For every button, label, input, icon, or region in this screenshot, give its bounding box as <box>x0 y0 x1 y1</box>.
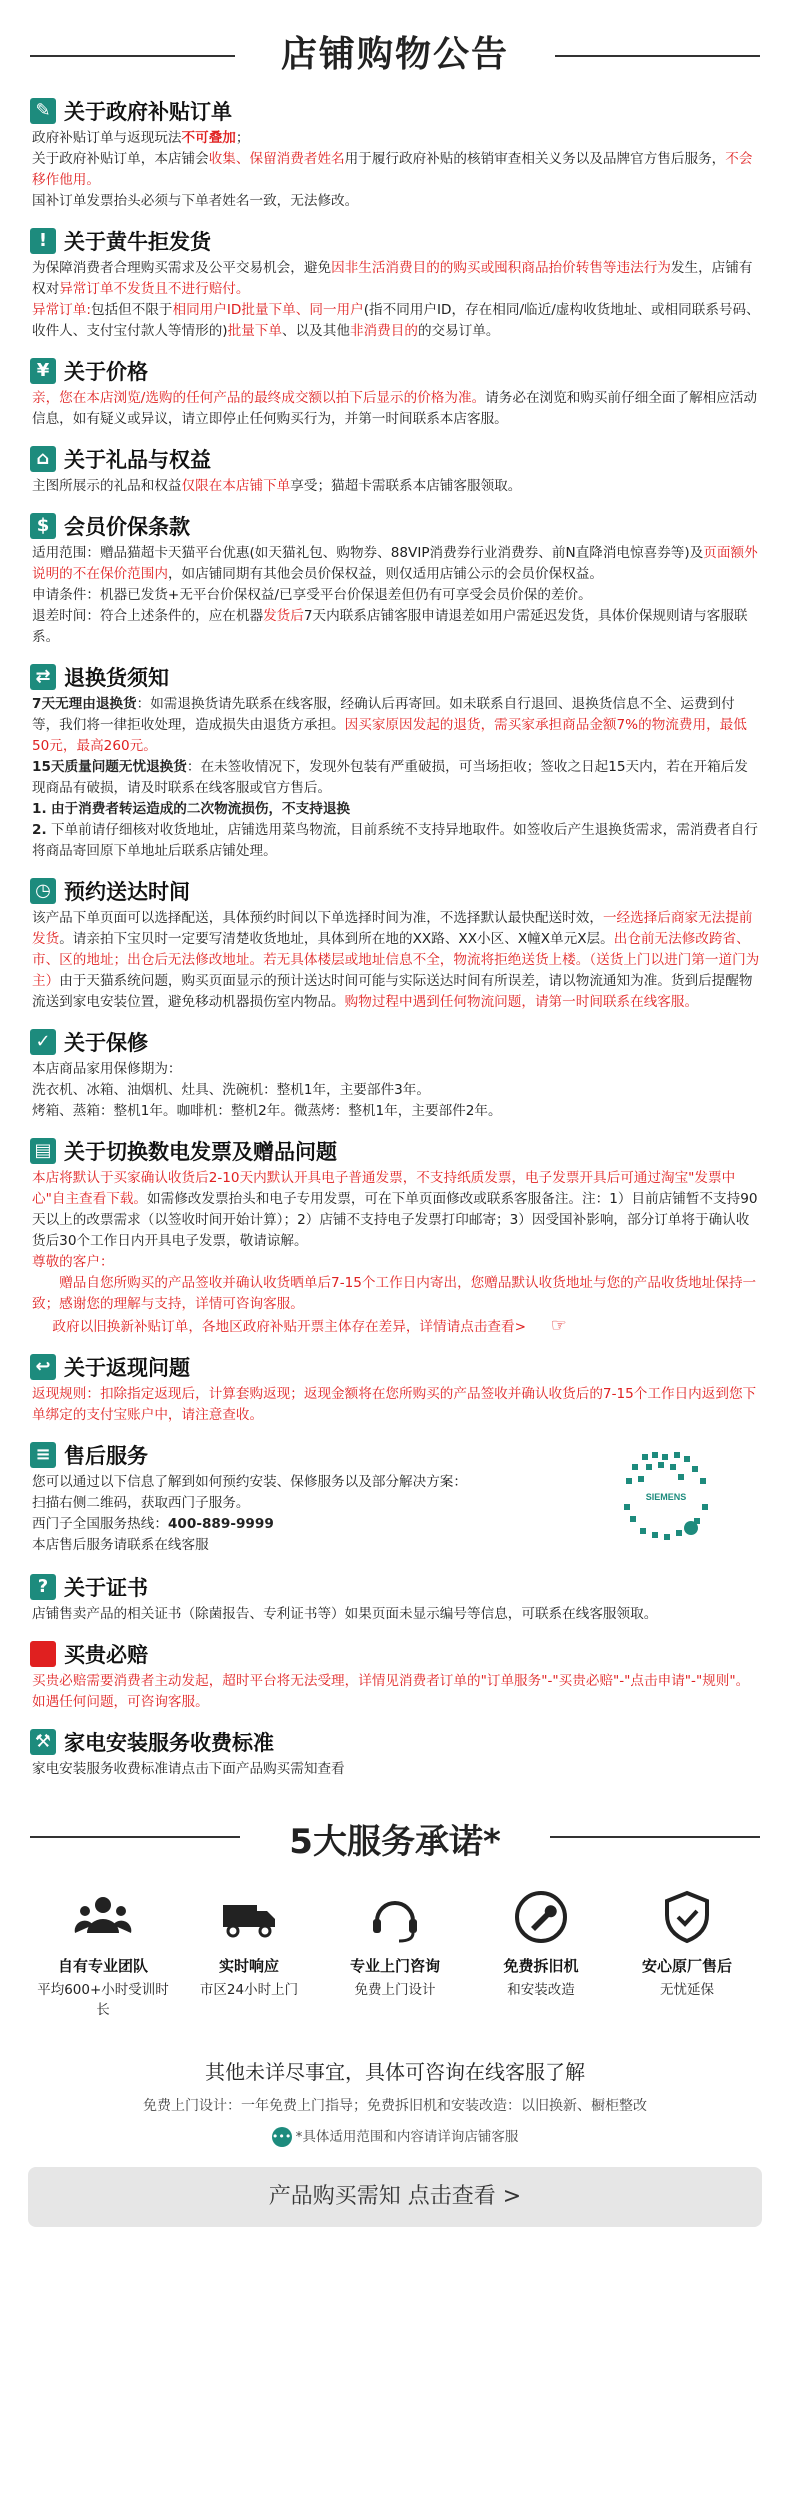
text-line: 为保障消费者合理购买需求及公平交易机会，避免因非生活消费目的的购买或囤积商品抬价转售等违法行为发生，店铺有权对异常订单不发货且不进行赔付。 <box>32 260 753 297</box>
section-price <box>30 354 760 430</box>
section-install-fees <box>30 1725 760 1780</box>
section-certificates <box>30 1570 760 1625</box>
text-line: 国补订单发票抬头必须与下单者姓名一致，无法修改。 <box>32 193 359 209</box>
warning-icon: ! <box>30 228 56 254</box>
pledge-list <box>30 1887 760 2018</box>
truck-icon <box>219 1887 279 1947</box>
text-line: 主图所展示的礼品和权益仅限在本店铺下单享受；猫超卡需联系本店铺客服领取。 <box>32 478 522 494</box>
hotline: 西门子全国服务热线：400-889-9999 <box>32 1516 274 1532</box>
section-delivery <box>30 874 760 1013</box>
ticket-icon: ▭ <box>30 1641 56 1667</box>
install-icon: ⚒ <box>30 1729 56 1755</box>
section-returns <box>30 660 760 862</box>
section-title: 关于证书 <box>64 1576 148 1600</box>
pledge-item: 专业上门咨询 免费上门设计 <box>325 1887 465 2018</box>
text-line: 本店售后服务请联系在线客服 <box>32 1537 209 1553</box>
text-line: 烤箱、蒸箱：整机1年。咖啡机：整机2年。微蒸烤：整机1年，主要部件2年。 <box>32 1103 502 1119</box>
section-warranty <box>30 1025 760 1122</box>
return-arrow-icon: ↩ <box>30 1354 56 1380</box>
pledge-item: 安心原厂售后 无忧延保 <box>617 1887 757 2018</box>
section-price-protection <box>30 509 760 648</box>
text-line: 洗衣机、冰箱、油烟机、灶具、洗碗机：整机1年，主要部件3年。 <box>32 1082 430 1098</box>
page-title: 店铺购物公告 <box>280 34 509 75</box>
team-icon <box>73 1887 133 1947</box>
section-gifts <box>30 442 760 497</box>
text-line: 店铺售卖产品的相关证书（除菌报告、专利证书等）如果页面未显示编号等信息，可联系在线客服领取。 <box>32 1606 658 1622</box>
text-line: 异常订单:包括但不限于相同用户ID批量下单、同一用户(指不同用户ID，存在相同/临近/虚构收货地址、或相同联系号码、收件人、支付宝付款人等情形的)批量下单、以及其他非消费目的的交易订单。 <box>32 302 760 339</box>
section-gov-subsidy <box>30 94 760 212</box>
text-line: 政府补贴订单与返现玩法不可叠加； <box>32 130 250 146</box>
wrench-icon: ✓ <box>30 1029 56 1055</box>
section-title: 关于政府补贴订单 <box>64 100 232 124</box>
text-line: 关于政府补贴订单，本店铺会收集、保留消费者姓名用于履行政府补贴的核销审查相关义务以及品牌官方售后服务，不会移作他用。 <box>32 151 753 188</box>
shield-icon <box>657 1887 717 1947</box>
clock-icon: ◷ <box>30 878 56 904</box>
section-price-guarantee <box>30 1637 760 1713</box>
text-line: 本店商品家用保修期为： <box>32 1061 182 1077</box>
page-header <box>30 26 760 84</box>
text-line: 该产品下单页面可以选择配送，具体预约时间以下单选择时间为准，不选择默认最快配送时效，一经选择后商家无法提前发货。请亲拍下宝贝时一定要写清楚收货地址，具体到所在地的XX路、XX小区、X幢X单元X层。出仓前无法修改跨省、市、区的地址；出仓后无法修改地址。若无具体楼层或地址信息不全，物流将拒绝送货上楼。（送货上门以进门第一道门为主）由于天猫系统问题，购买页面显示的预计送达时间可能与实际送达时间有所误差，请以物流通知为准。货到后提醒物流送到家电安装位置，避免移动机器损伤室内物品。购物过程中遇到任何物流问题，请第一时间联系在线客服。 <box>32 910 760 1010</box>
text-line: 亲，您在本店浏览/选购的任何产品的最终成交额以拍下后显示的价格为准。请务必在浏览和购买前仔细全面了解相应活动信息，如有疑义或异议，请立即停止任何购买行为，并第一时间联系本店客服。 <box>32 390 758 427</box>
pointing-hand-icon: ☞ <box>550 1315 567 1336</box>
purchase-notice-button[interactable]: 产品购买需知 点击查看 > <box>28 2167 762 2227</box>
edit-icon: ✎ <box>30 98 56 124</box>
text-line: 2. 下单前请仔细核对收货地址，店铺选用菜鸟物流，目前系统不支持异地取件。如签收后产生退换货需求，需消费者自行将商品寄回原下单地址后联系店铺处理。 <box>32 822 758 859</box>
text-line: 15天质量问题无忧退换货：在未签收情况下，发现外包装有严重破损，可当场拒收；签收之日起15天内，若在开箱后发现商品有破损，请及时联系在线客服或官方售后。 <box>32 759 748 796</box>
coin-icon: $ <box>30 513 56 539</box>
section-title: 关于切换数电发票及赠品问题 <box>64 1140 337 1164</box>
footer-note: ••• *具体适用范围和内容请详询店铺客服 <box>271 2129 519 2145</box>
headset-icon <box>365 1887 425 1947</box>
return-icon: ⇄ <box>30 664 56 690</box>
header-line-right <box>555 55 760 57</box>
section-after-sales <box>30 1438 760 1556</box>
text-line: 适用范围：赠品猫超卡天猫平台优惠(如天猫礼包、购物券、88VIP消费券行业消费券、前N直降消电惊喜券等)及页面额外说明的不在保价范围内，如店铺同期有其他会员价保权益，则仅适用店铺公示的会员价保权益。 <box>32 545 758 582</box>
footer-sub-text: 免费上门设计：一年免费上门指导；免费拆旧机和安装改造：以旧换新、橱柜整改 <box>143 2098 647 2114</box>
section-title: 买贵必赔 <box>64 1643 148 1667</box>
section-title: 预约送达时间 <box>64 880 190 904</box>
section-cashback <box>30 1350 760 1426</box>
pledge-item: 免费拆旧机 和安装改造 <box>471 1887 611 2018</box>
text-line: 返现规则：扣除指定返现后，计算套购返现；返现金额将在您所购买的产品签收并确认收货后的7-15个工作日内返到您下单绑定的支付宝账户中，请注意查收。 <box>32 1386 757 1423</box>
section-title: 家电安装服务收费标准 <box>64 1731 274 1755</box>
text-line: 退差时间：符合上述条件的，应在机器发货后7天内联系店铺客服申请退差如用户需延迟发货，具体价保规则请与客服联系。 <box>32 608 748 645</box>
section-title: 会员价保条款 <box>64 515 190 539</box>
text-line: 买贵必赔需要消费者主动发起，超时平台将无法受理，详情见消费者订单的"订单服务"-"买贵必赔"-"点击申请"-"规则"。如遇任何问题，可咨询客服。 <box>32 1673 750 1710</box>
question-icon: ? <box>30 1574 56 1600</box>
service-qr-code[interactable] <box>616 1446 716 1546</box>
text-line: 您可以通过以下信息了解到如何预约安装、保修服务以及部分解决方案： <box>32 1474 467 1490</box>
pledge-title: 5大服务承诺* <box>0 1814 790 1863</box>
invoice-icon: ▤ <box>30 1138 56 1164</box>
pledge-item: 自有专业团队 平均600+小时受训时长 <box>33 1887 173 2018</box>
section-title: 关于返现问题 <box>64 1356 190 1380</box>
yen-icon: ¥ <box>30 358 56 384</box>
svg-text:SIEMENS: SIEMENS <box>645 1492 687 1502</box>
section-title: 关于价格 <box>64 360 148 384</box>
document-icon: ≡ <box>30 1442 56 1468</box>
section-title: 关于礼品与权益 <box>64 448 211 472</box>
section-invoice <box>30 1134 760 1338</box>
pledge-item: 实时响应 市区24小时上门 <box>179 1887 319 2018</box>
text-line: 1. 由于消费者转运造成的二次物流损伤，不支持退换 <box>32 801 351 817</box>
gift-icon: ⌂ <box>30 446 56 472</box>
text-line: 7天无理由退换货：如需退换货请先联系在线客服，经确认后再寄回。如未联系自行退回、退换货信息不全、运费到付等，我们将一律拒收处理，造成损失由退货方承担。因买家原因发起的退货，需买家承担商品金额7%的物流费用，最低50元，最高260元。 <box>32 696 747 754</box>
text-line: 本店将默认于买家确认收货后2-10天内默认开具电子普通发票，不支持纸质发票，电子发票开具后可通过淘宝"发票中心"自主查看下载。如需修改发票抬头和电子专用发票，可在下单页面修改或联系客服备注。注：1）目前店铺暂不支持90天以上的改票需求（以签收时间开始计算）；2）店铺不支持电子发票打印邮寄；3）因受国补影响，部分订单将于确认收货后30个工作日内开具电子发票，敬请谅解。 <box>32 1170 758 1249</box>
header-line-left <box>30 55 235 57</box>
text-line: 赠品自您所购买的产品签收并确认收货晒单后7-15个工作日内寄出，您赠品默认收货地址与您的产品收货地址保持一致；感谢您的理解与支持，详情可咨询客服。 <box>32 1275 757 1312</box>
section-title: 关于黄牛拒发货 <box>64 230 211 254</box>
footer-main-text: 其他未详尽事宜，具体可咨询在线客服了解 <box>205 2060 585 2084</box>
wrench-icon <box>511 1887 571 1947</box>
section-title: 退换货须知 <box>64 666 169 690</box>
section-scalper <box>30 224 760 342</box>
text-line: 尊敬的客户： <box>32 1254 114 1270</box>
subsidy-invoice-link[interactable]: 政府以旧换新补贴订单，各地区政府补贴开票主体存在差异，详情请点击查看> ☞ <box>52 1315 567 1336</box>
section-title: 售后服务 <box>64 1444 148 1468</box>
section-title: 关于保修 <box>64 1031 148 1055</box>
text-line: 申请条件：机器已发货+无平台价保权益/已享受平台价保退差但仍有可享受会员价保的差价。 <box>32 587 592 603</box>
chat-icon: ••• <box>272 2127 292 2147</box>
text-line: 扫描右侧二维码，获取西门子服务。 <box>32 1495 250 1511</box>
text-line: 家电安装服务收费标准请点击下面产品购买需知查看 <box>32 1761 345 1777</box>
